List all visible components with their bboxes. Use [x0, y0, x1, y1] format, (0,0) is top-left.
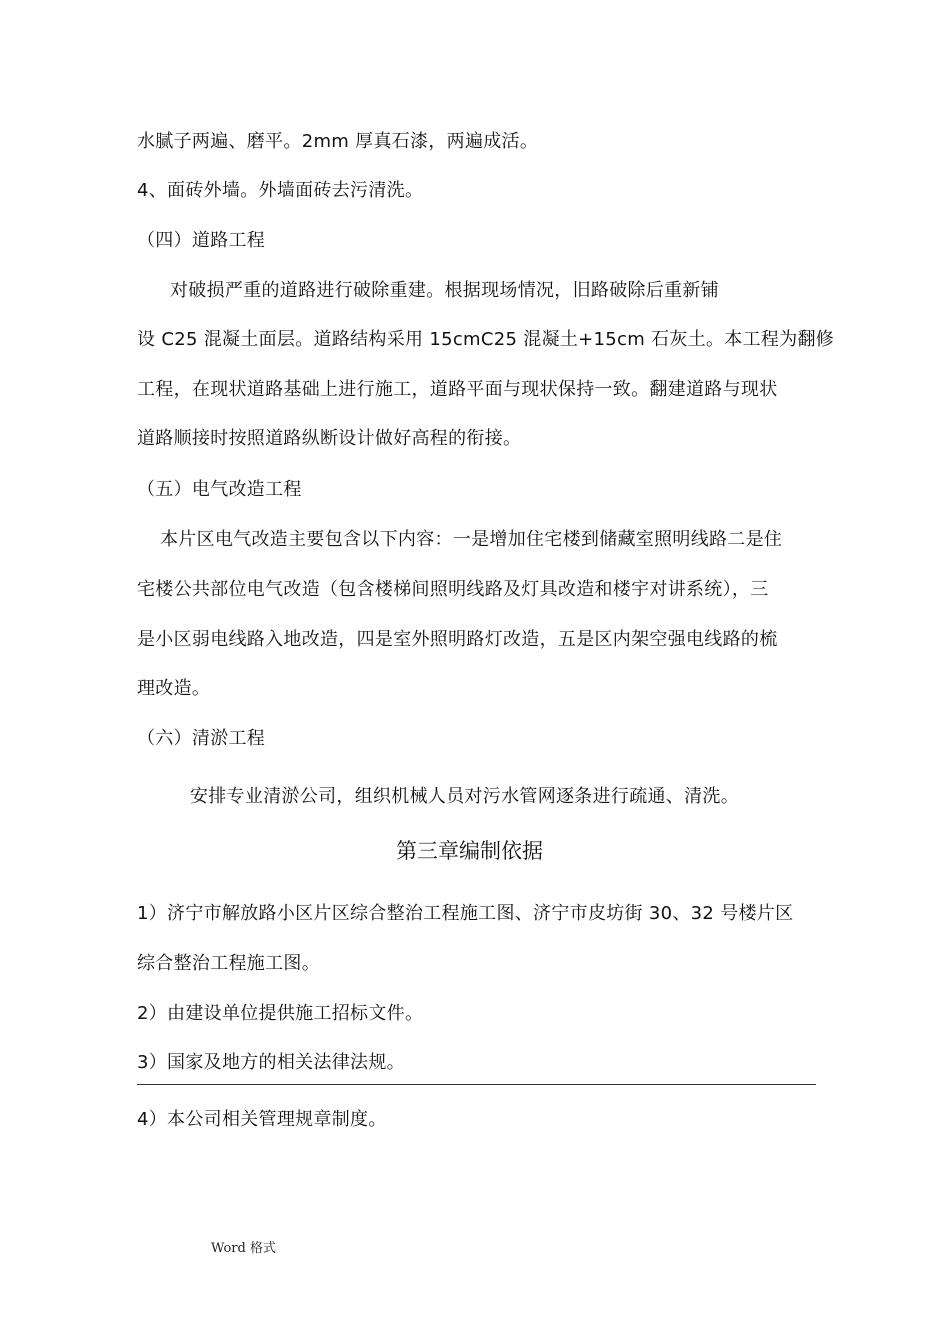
paragraph-line: 4、面砖外墙。外墙面砖去污清洗。	[137, 180, 424, 201]
list-item: 3）国家及地方的相关法律法规。	[137, 1052, 405, 1073]
list-item-continuation: 综合整治工程施工图。	[137, 953, 320, 974]
paragraph-line: 本片区电气改造主要包含以下内容：一是增加住宅楼到储藏室照明线路二是住	[160, 529, 783, 550]
list-item: 4）本公司相关管理规章制度。	[137, 1109, 387, 1130]
paragraph-line: 水腻子两遍、磨平。2mm 厚真石漆，两遍成活。	[137, 131, 539, 152]
paragraph-line: 安排专业清淤公司，组织机械人员对污水管网逐条进行疏通、清洗。	[190, 786, 739, 807]
paragraph-line: 理改造。	[137, 678, 211, 699]
paragraph-line: 设 C25 混凝土面层。道路结构采用 15cmC25 混凝土+15cm 石灰土。本工程为翻修	[137, 329, 835, 350]
section-heading-road: （四）道路工程	[137, 230, 266, 251]
section-heading-electrical: （五）电气改造工程	[137, 479, 302, 500]
list-item: 2）由建设单位提供施工招标文件。	[137, 1003, 424, 1024]
section-heading-dredging: （六）清淤工程	[137, 728, 266, 749]
paragraph-line: 是小区弱电线路入地改造，四是室外照明路灯改造，五是区内架空强电线路的梳	[137, 629, 778, 650]
paragraph-line: 对破损严重的道路进行破除重建。根据现场情况，旧路破除后重新铺	[170, 280, 719, 301]
horizontal-divider	[137, 1084, 816, 1085]
paragraph-line: 道路顺接时按照道路纵断设计做好高程的衔接。	[137, 428, 522, 449]
chapter-title: 第三章编制依据	[396, 839, 543, 863]
paragraph-line: 宅楼公共部位电气改造（包含楼梯间照明线路及灯具改造和楼宇对讲系统），三	[137, 579, 769, 600]
list-item: 1）济宁市解放路小区片区综合整治工程施工图、济宁市皮坊街 30、32 号楼片区	[137, 903, 794, 924]
page-footer-label: Word 格式	[211, 1241, 276, 1256]
paragraph-line: 工程，在现状道路基础上进行施工，道路平面与现状保持一致。翻建道路与现状	[137, 379, 778, 400]
